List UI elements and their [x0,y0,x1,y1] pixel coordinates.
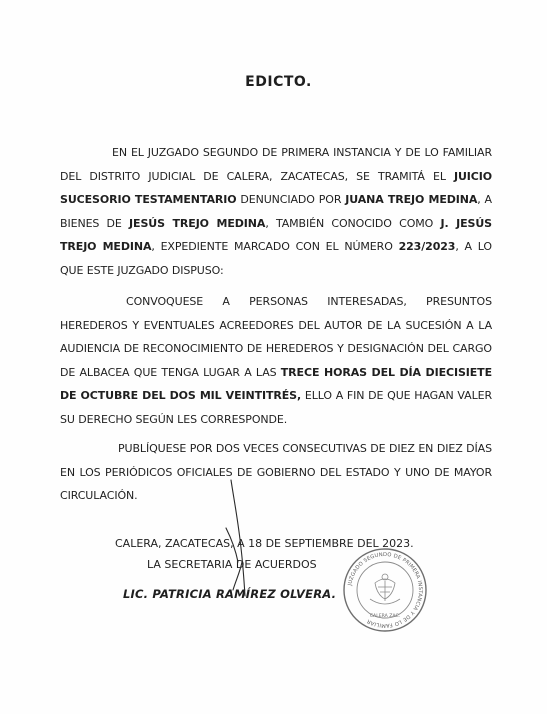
bold-segment-trial-type: JUICIO SUCESORIO TESTAMENTARIO [60,169,492,206]
text-segment: , TAMBIÉN CONOCIDO COMO [265,216,441,230]
bold-segment-claimant: JUANA TREJO MEDINA [345,193,478,206]
court-seal [342,547,428,633]
text-segment: ELLO A FIN DE QUE HAGAN VALER SU DERECHO SEGÚN LES CORRESPONDE. [60,389,492,426]
secretary-title: LA SECRETARIA DE ACUERDOS [147,558,317,571]
coat-of-arms-icon [370,574,400,604]
text-segment: , A BIENES DE [60,193,492,230]
document-title: EDICTO. [245,74,312,90]
signer-name: LIC. PATRICIA RAMÍREZ OLVERA. [123,587,337,601]
text-segment: , A LO QUE ESTE JUZGADO DISPUSO: [60,240,492,277]
text-segment: , EXPEDIENTE MARCADO CON EL NÚMERO [151,240,399,253]
bold-segment-deceased: JESÚS TREJO MEDINA [129,216,266,230]
bold-segment-alias: J. JESÚS TREJO MEDINA [60,216,492,253]
bold-segment-hearing-date: TRECE HORAS DEL DÍA DIECISIETE DE OCTUBRE DEL DOS MIL VEINTITRÉS, [60,365,492,402]
text-segment: EN EL JUZGADO SEGUNDO DE PRIMERA INSTANCIA Y DE LO FAMILIAR DEL DISTRITO JUDICIAL DE CALERA, ZACATECAS, SE TRAMITÁ EL [60,146,492,183]
seal-text: JUZGADO SEGUNDO DE PRIMERA INSTANCIA Y DE LO FAMILIAR [347,551,424,629]
text-segment: DENUNCIADO POR [236,193,346,206]
bold-segment-case-number: 223/2023 [398,240,456,253]
text-segment: CONVOQUESE A PERSONAS INTERESADAS, PRESUNTOS HEREDEROS Y EVENTUALES ACREEDORES DEL AUTOR DE LA SUCESIÓN A LA AUDIENCIA DE RECONOCIMIENTO DE HEREDEROS Y DESIGNACIÓN DEL CARGO DE ALBACEA QUE TENGA LUGAR A LAS [60,295,492,379]
seal-location: CALERA ZAC. [369,614,401,619]
place-date-line: CALERA, ZACATECAS, A 18 DE SEPTIEMBRE DEL 2023. [115,537,414,550]
paragraph-publication: PUBLÍQUESE POR DOS VECES CONSECUTIVAS DE DIEZ EN DIEZ DÍAS EN LOS PERIÓDICOS OFICIALES DE GOBIERNO DEL ESTADO Y UNO DE MAYOR CIRCULACIÓN. [60,442,492,502]
